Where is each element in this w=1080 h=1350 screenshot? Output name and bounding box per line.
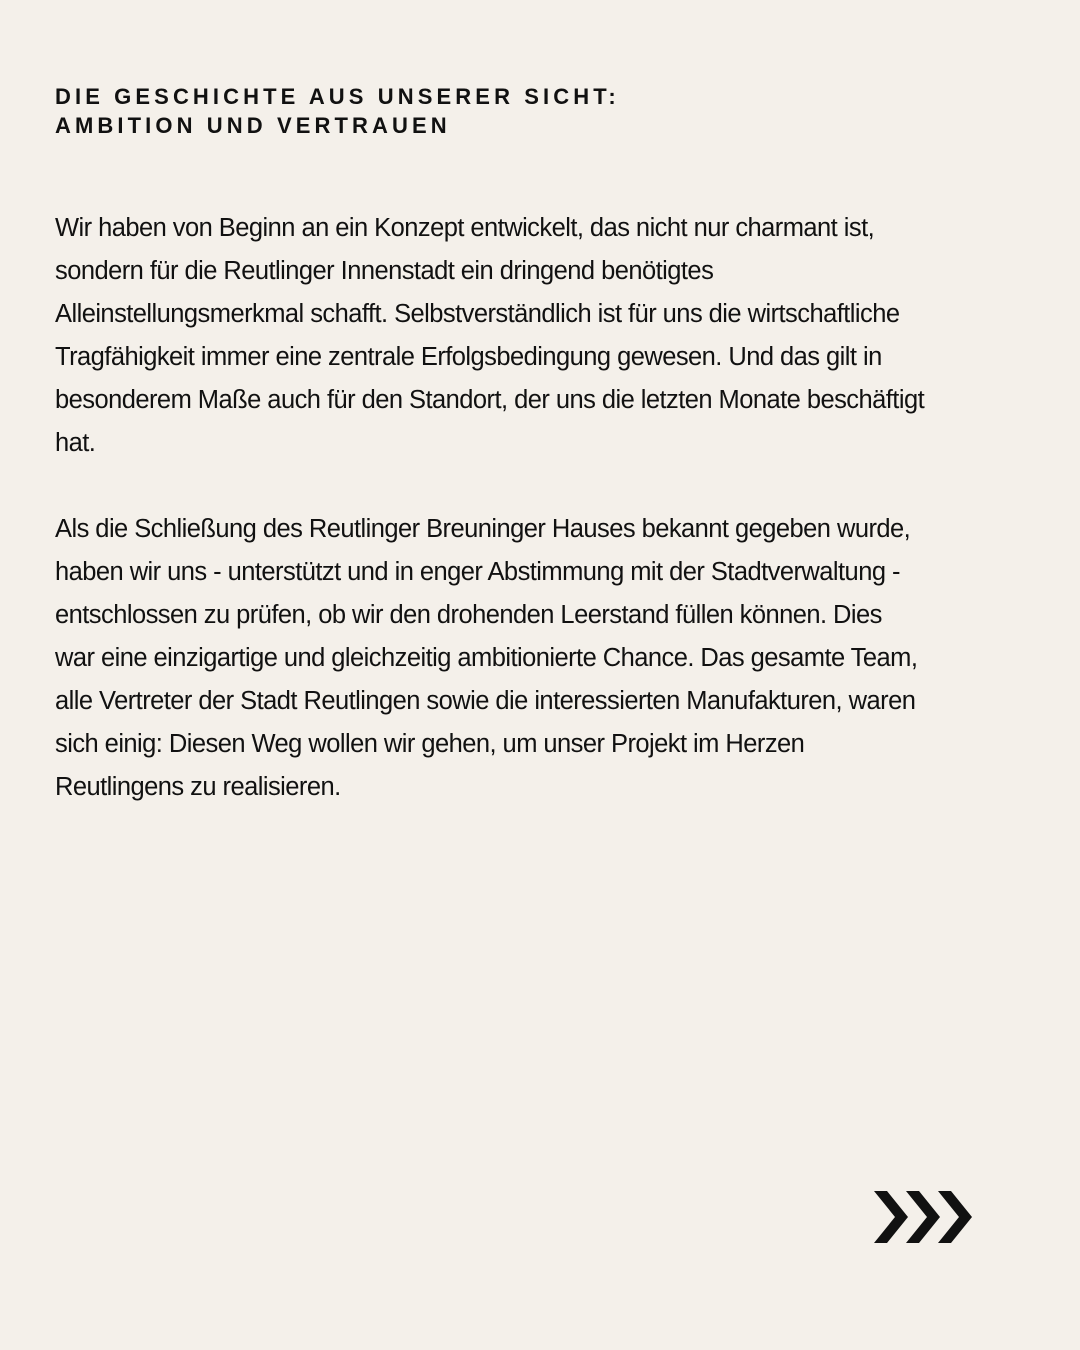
text-line: alle Vertreter der Stadt Reutlingen sowie die interessierten Manufakturen, waren <box>55 687 916 715</box>
triple-chevron-right-icon[interactable] <box>874 1191 972 1243</box>
title-line: AMBITION UND VERTRAUEN <box>55 113 451 138</box>
text-line: besonderem Maße auch für den Standort, der uns die letzten Monate beschäftigt <box>55 386 925 414</box>
paragraph-concept <box>55 207 924 465</box>
text-line: sondern für die Reutlinger Innenstadt ein dringend benötigtes <box>55 257 714 285</box>
text-line: entschlossen zu prüfen, ob wir den drohenden Leerstand füllen können. Dies <box>55 601 882 629</box>
text-line: haben wir uns - unterstützt und in enger Abstimmung mit der Stadtverwaltung - <box>55 558 900 586</box>
paragraph-breuninger <box>55 508 917 809</box>
page-title <box>55 82 620 140</box>
text-line: Als die Schließung des Reutlinger Breuninger Hauses bekannt gegeben wurde, <box>55 515 911 543</box>
text-line: Reutlingens zu realisieren. <box>55 773 341 801</box>
text-line: hat. <box>55 429 96 457</box>
text-line: war eine einzigartige und gleichzeitig ambitionierte Chance. Das gesamte Team, <box>55 644 918 672</box>
text-line: Alleinstellungsmerkmal schafft. Selbstverständlich ist für uns die wirtschaftliche <box>55 300 900 328</box>
text-line: Wir haben von Beginn an ein Konzept entwickelt, das nicht nur charmant ist, <box>55 214 875 242</box>
text-line: sich einig: Diesen Weg wollen wir gehen, um unser Projekt im Herzen <box>55 730 805 758</box>
text-line: Tragfähigkeit immer eine zentrale Erfolgsbedingung gewesen. Und das gilt in <box>55 343 882 371</box>
title-line: DIE GESCHICHTE AUS UNSERER SICHT: <box>55 84 620 109</box>
